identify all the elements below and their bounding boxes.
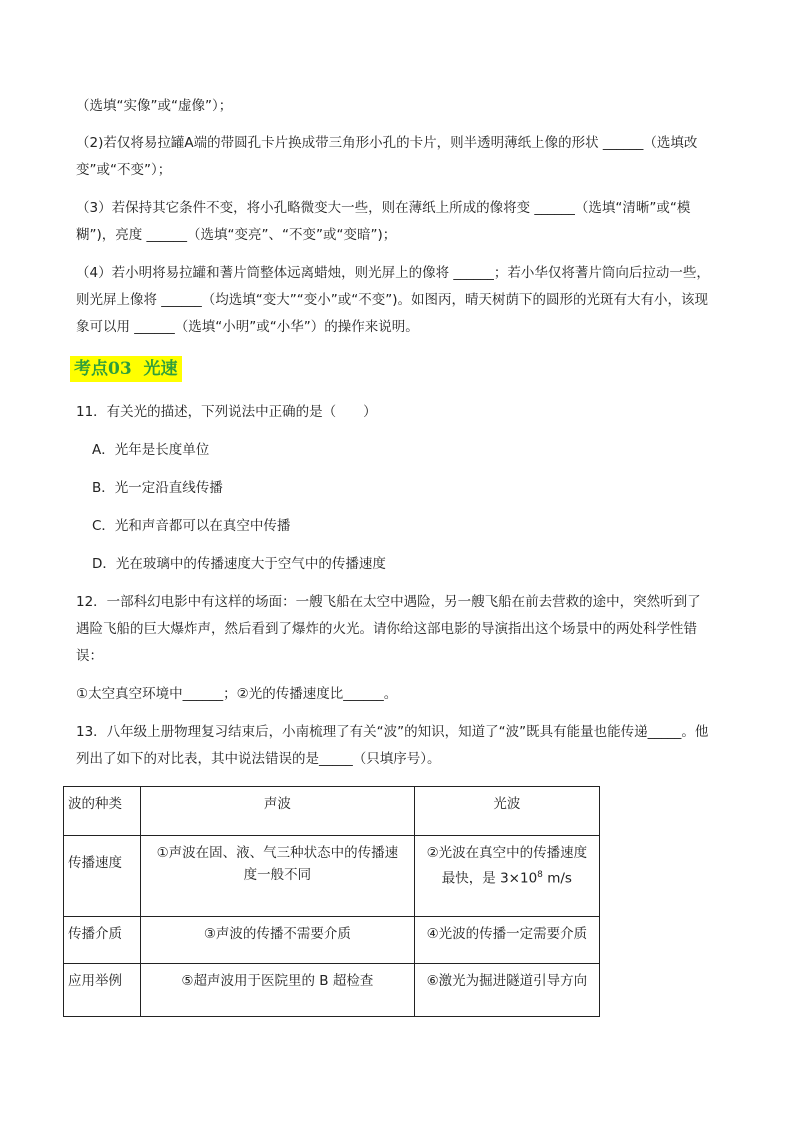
line-2: （2)若仅将易拉罐A端的带圆孔卡片换成带三角形小孔的卡片，则半透明薄纸上像的形状 ______（选填改 [76, 135, 698, 151]
q12-line-1: 12．一部科幻电影中有这样的场面：一艘飞船在太空中遇险，另一艘飞船在前去营救的途中，突然听到了 [76, 594, 701, 610]
q11-option-a: A．光年是长度单位 [92, 442, 210, 458]
line-1: （选填“实像”或“虚像”）； [76, 98, 233, 114]
table-row [64, 787, 600, 836]
section-heading [70, 356, 182, 382]
line-3: 变”或“不变”）； [76, 162, 172, 178]
table-cell-light-speed [414, 836, 599, 917]
table-cell-light-application: ⑥激光为掘进隧道引导方向 [414, 964, 599, 1017]
q12-line-2: 遇险飞船的巨大爆炸声，然后看到了爆炸的火光。请你给这部电影的导演指出这个场景中的两处科学性错 [76, 621, 697, 637]
cell-text: 度一般不同 [243, 867, 312, 883]
q13-line-2: 列出了如下的对比表，其中说法错误的是_____（只填序号）。 [76, 751, 441, 767]
table-header-wave-type: 波的种类 [64, 787, 141, 836]
speed-base: 最快，是 3×10 [441, 870, 538, 887]
cell-text [419, 864, 595, 890]
section-number: 03 [108, 359, 132, 379]
table-label-medium: 传播介质 [64, 917, 141, 964]
comparison-table [63, 786, 600, 1017]
table-label-application: 应用举例 [64, 964, 141, 1017]
line-7: 则光屏上像将 ______（均选填“变大”“变小”或“不变”)。如图丙，晴天树荫下的圆形的光斑有大有小，该现 [76, 292, 709, 308]
speed-unit: m/s [542, 870, 572, 887]
line-6: （4）若小明将易拉罐和蓍片筒整体远离蜡烛，则光屏上的像将 ______；若小华仅将蓍片筒向后拉动一些， [76, 265, 710, 281]
q11-option-b: B．光一定沿直线传播 [92, 480, 223, 496]
line-4: （3）若保持其它条件不变，将小孔略微变大一些，则在薄纸上所成的像将变 ______（选填“清晰”或“模 [76, 200, 691, 216]
table-row [64, 917, 600, 964]
table-row [64, 964, 600, 1017]
line-8: 象可以用 ______（选填“小明”或“小华”）的操作来说明。 [76, 319, 419, 335]
q11-option-d: D．光在玻璃中的传播速度大于空气中的传播速度 [92, 556, 386, 572]
section-title-text: 光速 [143, 359, 178, 379]
cell-text: ②光波在真空中的传播速度 [426, 845, 588, 861]
table-header-light: 光波 [414, 787, 599, 836]
section-prefix: 考点 [74, 359, 108, 379]
q11-option-c: C．光和声音都可以在真空中传播 [92, 518, 291, 534]
table-cell-sound-application: ⑤超声波用于医院里的 B 超检查 [141, 964, 415, 1017]
speed-exponent: 8 [537, 870, 543, 880]
cell-text: ①声波在固、液、气三种状态中的传播速 [156, 845, 399, 861]
table-row [64, 836, 600, 917]
q12-line-3: 误： [76, 648, 103, 664]
q12-line-4: ①太空真空环境中______；②光的传播速度比______。 [76, 686, 398, 702]
table-cell-light-medium: ④光波的传播一定需要介质 [414, 917, 599, 964]
table-label-speed: 传播速度 [64, 836, 141, 917]
q11-stem: 11．有关光的描述，下列说法中正确的是（ ） [76, 404, 377, 420]
table-cell-sound-medium: ③声波的传播不需要介质 [141, 917, 415, 964]
q13-line-1: 13．八年级上册物理复习结束后，小南梳理了有关“波”的知识，知道了“波”既具有能量也能传递_____。他 [76, 724, 709, 740]
table-cell-sound-speed [141, 836, 415, 917]
line-5: 糊”)，亮度 ______（选填“变亮”、“不变”或“变暗”)； [76, 227, 397, 243]
table-header-sound: 声波 [141, 787, 415, 836]
